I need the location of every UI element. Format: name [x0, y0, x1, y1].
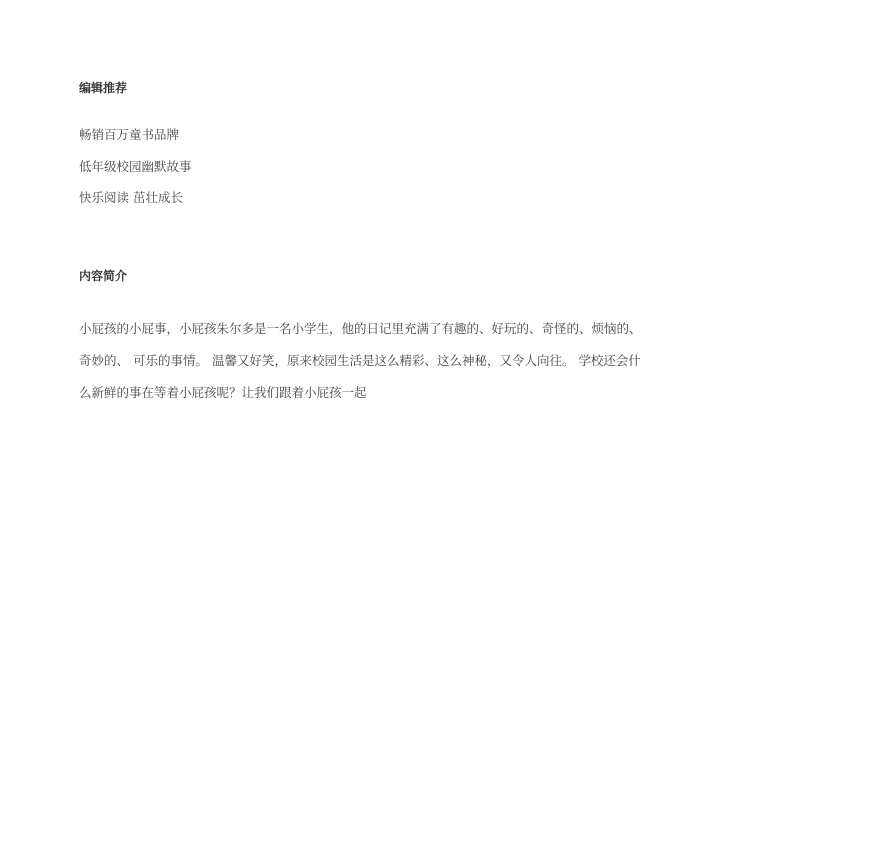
recommend-line-3: 快乐阅读 茁壮成长: [79, 190, 183, 205]
intro-line-3: 么新鲜的事在等着小屁孩呢？让我们跟着小屁孩一起: [79, 385, 367, 400]
recommend-line-1: 畅销百万童书品牌: [79, 127, 180, 142]
intro-line-1: 小屁孩的小屁事，小屁孩朱尔多是一名小学生，他的日记里充满了有趣的、好玩的、奇怪的、烦恼的、: [79, 321, 642, 336]
intro-heading: 内容简介: [79, 269, 128, 283]
intro-paragraph: [79, 313, 791, 409]
recommend-line-2: 低年级校园幽默故事: [79, 159, 192, 174]
intro-line-2: 奇妙的、 可乐的事情。 温馨又好笑，原来校园生活是这么精彩、这么神秘，又令人向往。 学校还会什: [79, 353, 641, 368]
editor-recommend-heading: 编辑推荐: [79, 81, 128, 95]
